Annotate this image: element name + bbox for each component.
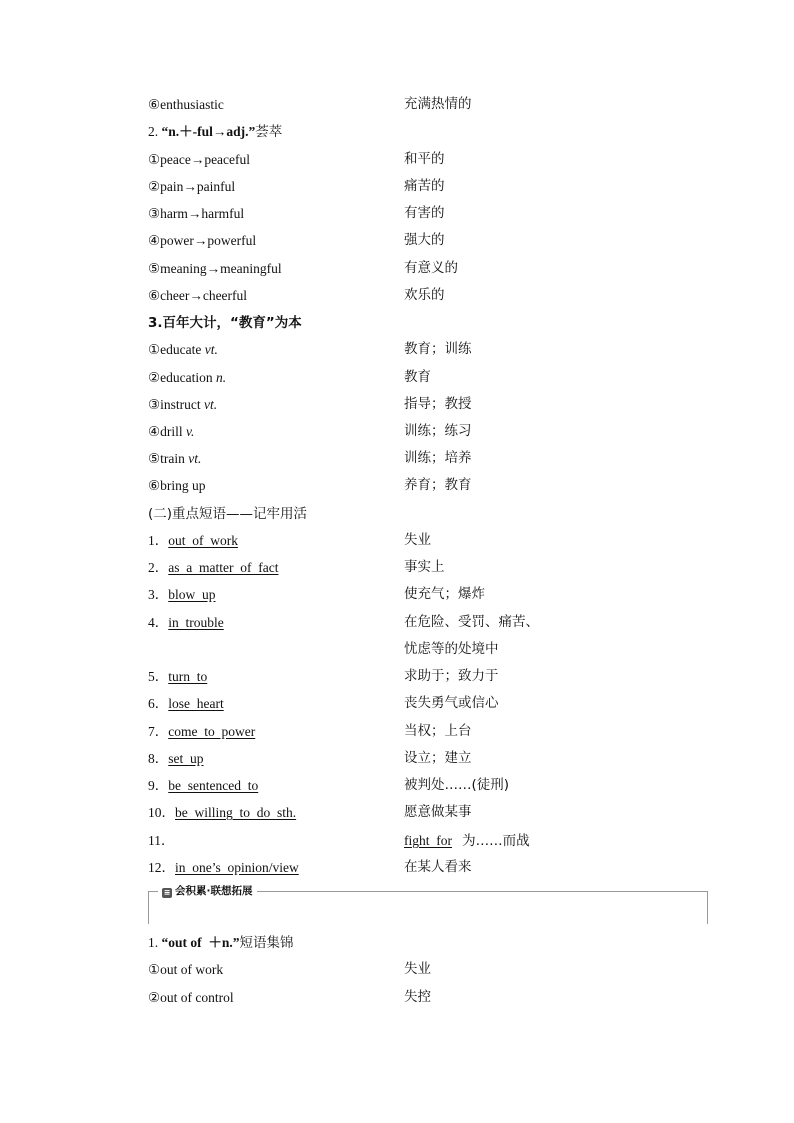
item-number: 1． xyxy=(148,533,169,548)
phrase-answer: out of work xyxy=(168,533,238,548)
item-number: 12． xyxy=(148,860,175,875)
phrase-row xyxy=(148,663,708,690)
list-item xyxy=(148,91,708,118)
chinese-meaning: 当权；上台 xyxy=(404,723,472,739)
chinese-meaning: 丧失勇气或信心 xyxy=(404,695,499,711)
phrase-row xyxy=(148,690,708,717)
part-of-speech: vt. xyxy=(203,397,218,412)
word: ⑤train xyxy=(148,451,185,466)
phrase-cell xyxy=(148,663,207,690)
phrase-cell xyxy=(148,827,175,854)
english-term: ②pain→painful xyxy=(148,179,236,194)
item-number: 3． xyxy=(148,587,169,602)
phrase-row xyxy=(148,581,708,608)
banner-label xyxy=(158,884,257,898)
chinese-meaning: 和平的 xyxy=(404,151,445,167)
chinese-meaning-continued: 忧虑等的处境中 xyxy=(404,641,499,657)
english-term xyxy=(148,445,201,472)
chinese-meaning: 失控 xyxy=(404,989,431,1005)
phrase-answer: be willing to do sth. xyxy=(175,805,297,820)
banner-icon: ≡ xyxy=(163,888,171,897)
section-heading xyxy=(148,929,294,957)
banner-right-border xyxy=(707,891,708,924)
heading-pattern: “n.＋-ful→adj.” xyxy=(161,124,256,139)
english-term xyxy=(148,391,217,418)
heading-text: 短语集锦 xyxy=(239,935,294,951)
list-item xyxy=(148,391,708,418)
phrase-answer: fight for xyxy=(404,833,452,848)
heading-number: 2. xyxy=(148,124,162,139)
phrase-row xyxy=(148,827,708,854)
english-term xyxy=(148,336,218,363)
phrase-row xyxy=(148,799,708,826)
phrase-cell xyxy=(148,581,216,608)
part-of-speech: vt. xyxy=(204,342,218,357)
phrase-cell xyxy=(148,690,224,717)
phrase-answer: in trouble xyxy=(168,615,224,630)
list-item xyxy=(148,173,708,200)
list-item xyxy=(148,282,708,309)
phrase-answer: turn to xyxy=(168,669,208,684)
chinese-meaning: 设立；建立 xyxy=(404,750,472,766)
chinese-meaning: 强大的 xyxy=(404,232,445,248)
english-term: ②out of control xyxy=(148,990,234,1005)
heading-text: 荟萃 xyxy=(255,124,283,140)
word: ①educate xyxy=(148,342,202,357)
english-term xyxy=(148,418,194,445)
part-of-speech: n. xyxy=(215,370,227,385)
item-number: 7． xyxy=(148,724,169,739)
item-number: 10． xyxy=(148,805,175,820)
phrase-cell xyxy=(148,799,296,826)
heading-number: 1. xyxy=(148,935,162,950)
chinese-meaning: 教育；训练 xyxy=(404,341,472,357)
list-item xyxy=(148,418,708,445)
phrase-cell xyxy=(148,554,278,581)
banner-left-border xyxy=(148,891,149,924)
chinese-meaning: 训练；培养 xyxy=(404,450,472,466)
list-item xyxy=(148,364,708,391)
list-item xyxy=(148,200,708,227)
chinese-meaning: 养育；教育 xyxy=(404,477,472,493)
section-heading xyxy=(148,118,282,146)
phrase-cell xyxy=(148,745,204,772)
english-term: ①out of work xyxy=(148,962,224,977)
item-number: 11． xyxy=(148,833,175,848)
phrase-answer: in one’s opinion/view xyxy=(175,860,299,875)
phrase-cell xyxy=(148,609,224,636)
chinese-meaning: 求助于；致力于 xyxy=(404,668,499,684)
chinese-meaning: 为……而战 xyxy=(462,833,530,849)
phrase-row xyxy=(148,745,708,772)
list-item xyxy=(148,956,708,983)
expansion-banner xyxy=(148,884,708,924)
phrase-answer: blow up xyxy=(168,587,216,602)
english-term: ⑥bring up xyxy=(148,478,206,493)
heading-text: 3.百年大计，“教育”为本 xyxy=(148,315,302,331)
chinese-meaning: 欢乐的 xyxy=(404,287,445,303)
phrase-row xyxy=(148,772,708,799)
phrase-answer: as a matter of fact xyxy=(168,560,279,575)
chinese-meaning: 在某人看来 xyxy=(404,859,472,875)
phrase-right-cell xyxy=(404,827,530,855)
list-item xyxy=(148,445,708,472)
english-term: ⑤meaning→meaningful xyxy=(148,261,282,276)
heading-text: (二)重点短语——记牢用活 xyxy=(148,506,308,522)
phrase-cell xyxy=(148,854,299,881)
chinese-meaning: 教育 xyxy=(404,369,431,385)
section-heading xyxy=(148,500,307,528)
chinese-meaning: 有害的 xyxy=(404,205,445,221)
phrase-row xyxy=(148,718,708,745)
chinese-meaning: 痛苦的 xyxy=(404,178,445,194)
phrase-cell xyxy=(148,772,258,799)
list-item xyxy=(148,336,708,363)
phrase-answer: be sentenced to xyxy=(168,778,259,793)
phrase-row xyxy=(148,636,708,663)
word: ②education xyxy=(148,370,213,385)
phrase-row xyxy=(148,854,708,881)
word: ③instruct xyxy=(148,397,201,412)
english-term: ④power→powerful xyxy=(148,233,257,248)
part-of-speech: vt. xyxy=(188,451,202,466)
banner-text: 会积累·联想拓展 xyxy=(175,885,253,897)
phrase-cell xyxy=(148,527,238,554)
chinese-meaning: 失业 xyxy=(404,532,431,548)
word: ④drill xyxy=(148,424,183,439)
phrase-row xyxy=(148,527,708,554)
phrase-answer: lose heart xyxy=(168,696,224,711)
list-item xyxy=(148,227,708,254)
english-term xyxy=(148,364,226,391)
chinese-meaning: 失业 xyxy=(404,961,431,977)
part-of-speech: v. xyxy=(185,424,195,439)
phrase-row xyxy=(148,609,708,636)
heading-pattern: “out of ＋n.” xyxy=(161,935,240,950)
chinese-meaning: 有意义的 xyxy=(404,260,458,276)
list-item xyxy=(148,255,708,282)
item-number: 5． xyxy=(148,669,169,684)
english-term: ①peace→peaceful xyxy=(148,152,251,167)
list-item xyxy=(148,984,708,1011)
item-number: 4． xyxy=(148,615,169,630)
english-term: ⑥enthusiastic xyxy=(148,97,224,112)
chinese-meaning: 使充气；爆炸 xyxy=(404,586,485,602)
english-term: ⑥cheer→cheerful xyxy=(148,288,248,303)
chinese-meaning: 充满热情的 xyxy=(404,96,472,112)
chinese-meaning: 愿意做某事 xyxy=(404,804,472,820)
item-number: 2． xyxy=(148,560,169,575)
chinese-meaning: 事实上 xyxy=(404,559,445,575)
list-item xyxy=(148,146,708,173)
chinese-meaning: 被判处……(徒刑) xyxy=(404,777,510,793)
phrase-answer: come to power xyxy=(168,724,256,739)
phrase-cell xyxy=(148,718,255,745)
phrase-row xyxy=(148,554,708,581)
chinese-meaning: 训练；练习 xyxy=(404,423,472,439)
item-number: 6． xyxy=(148,696,169,711)
item-number: 9． xyxy=(148,778,169,793)
phrase-answer: set up xyxy=(168,751,204,766)
section-heading xyxy=(148,309,302,337)
chinese-meaning: 在危险、受罚、痛苦、 xyxy=(404,614,539,630)
list-item xyxy=(148,472,708,499)
item-number: 8． xyxy=(148,751,169,766)
chinese-meaning: 指导；教授 xyxy=(404,396,472,412)
english-term: ③harm→harmful xyxy=(148,206,245,221)
